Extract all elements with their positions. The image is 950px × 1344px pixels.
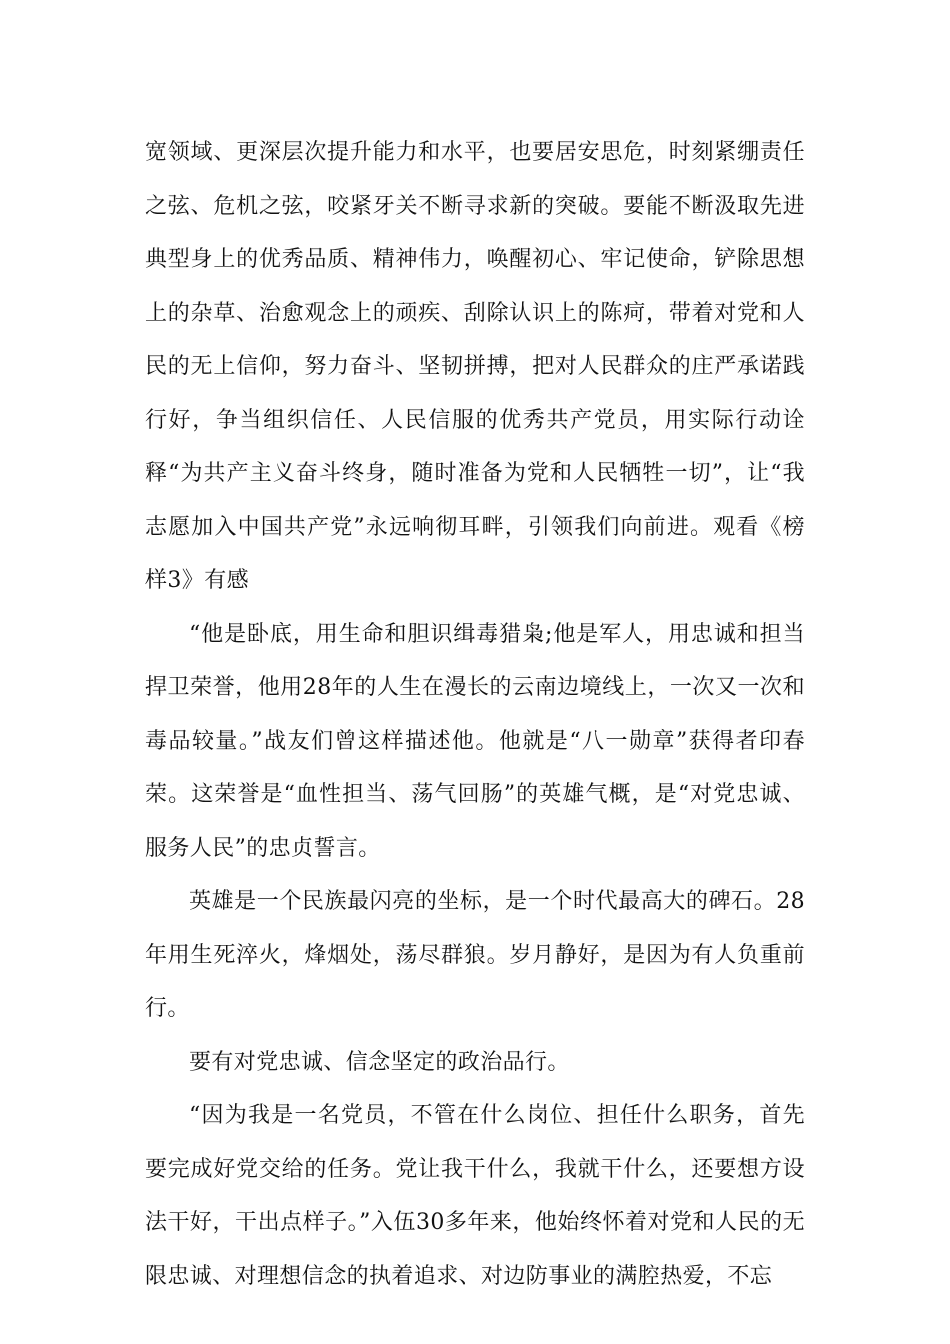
document-body xyxy=(145,126,805,1303)
paragraph-loyalty-heading: 要有对党忠诚、信念坚定的政治品行。 xyxy=(189,1049,570,1075)
paragraph-continuation: 宽领域、更深层次提升能力和水平，也要居安思危，时刻紧绷责任之弦、危机之弦，咬紧牙关不断寻求新的突破。要能不断汲取先进典型身上的优秀品质、精神伟力，唤醒初心、牢记使命，铲除思想上的杂草、治愈观念上的顽疾、刮除认识上的陈疴，带着对党和人民的无上信仰，努力奋斗、坚韧拼搏，把对人民群众的庄严承诺践行好，争当组织信任、人民信服的优秀共产党员，用实际行动诠释“为共产主义奋斗终身，随时准备为党和人民牺牲一切”，让“我志愿加入中国共产党”永远响彻耳畔，引领我们向前进。观看《榜样3》有感 xyxy=(145,140,805,593)
paragraph-undercover-quote: “他是卧底，用生命和胆识缉毒猎枭;他是军人，用忠诚和担当捍卫荣誉，他用28年的人生在漫长的云南边境线上，一次又一次和毒品较量。”战友们曾这样描述他。他就是“八一勋章”获得者印春荣。这荣誉是“血性担当、荡气回肠”的英雄气概，是“对党忠诚、服务人民”的忠贞誓言。 xyxy=(145,621,805,861)
paragraph-party-member-quote: “因为我是一名党员，不管在什么岗位、担任什么职务，首先要完成好党交给的任务。党让我干什么，我就干什么，还要想方设法干好，干出点样子。”入伍30多年来，他始终怀着对党和人民的无限忠诚、对理想信念的执着追求、对边防事业的满腔热爱，不忘 xyxy=(145,1103,805,1289)
paragraph-hero-landmark: 英雄是一个民族最闪亮的坐标，是一个时代最高大的碑石。28年用生死淬火，烽烟处，荡尽群狼。岁月静好，是因为有人负重前行。 xyxy=(145,889,805,1021)
